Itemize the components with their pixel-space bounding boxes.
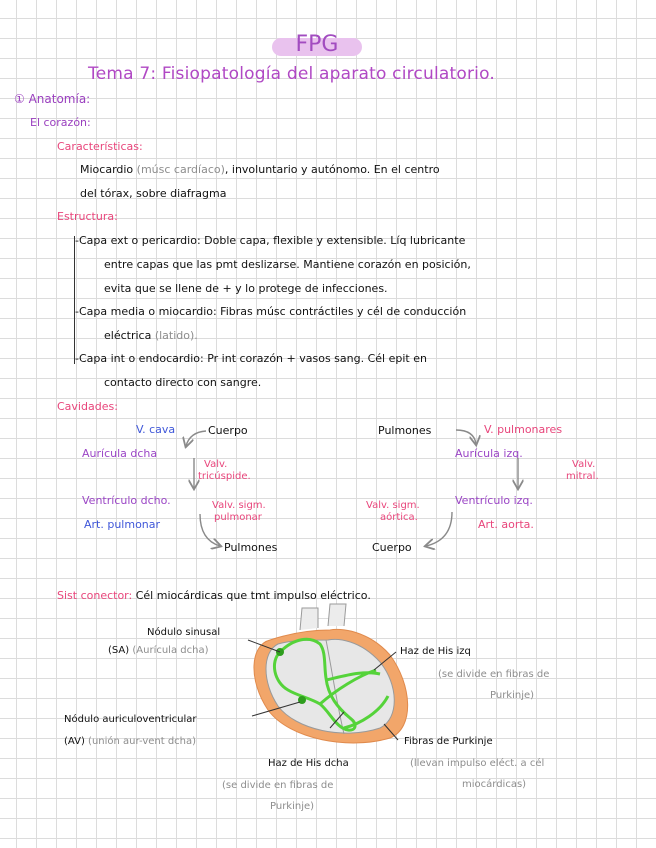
right-vpulm: V. pulmonares xyxy=(484,423,563,436)
left-auricula: Aurícula dcha xyxy=(82,447,158,460)
text-musc-cardiaco: (músc cardíaco) xyxy=(136,163,225,176)
title-badge-text: FPG xyxy=(295,32,339,57)
section-title: Anatomía: xyxy=(28,92,91,106)
right-art: Art. aorta. xyxy=(478,518,534,531)
purkinje-name: Fibras de Purkinje xyxy=(404,736,493,747)
arrow-ventriculo-to-pulmones xyxy=(200,514,220,546)
av-name: Nódulo auriculoventricular xyxy=(64,714,197,725)
his-izq-desc-2: Purkinje) xyxy=(490,690,535,701)
left-pulmones: Pulmones xyxy=(224,541,278,554)
right-cuerpo: Cuerpo xyxy=(372,541,412,554)
sa-desc: (Aurícula dcha) xyxy=(132,645,209,656)
right-auricula: Aurícula izq. xyxy=(455,447,523,460)
left-vcava: V. cava xyxy=(136,423,176,436)
arrow-cuerpo-to-auricula xyxy=(186,431,206,446)
leader-sa xyxy=(248,640,280,652)
estructura-line-2: entre capas que las pmt deslizarse. Mantiene corazón en posición, xyxy=(104,258,471,271)
label-caracteristicas: Características: xyxy=(57,140,143,153)
left-sigm-2: pulmonar xyxy=(214,512,262,523)
estructura-line-4: -Capa media o miocardio: Fibras músc contráctiles y cél de conducción xyxy=(75,305,467,318)
text-electrica: eléctrica xyxy=(104,329,152,342)
subheading-corazon: El corazón: xyxy=(30,116,91,129)
leader-his-izq xyxy=(374,652,396,670)
right-valv-2: mitral. xyxy=(566,471,599,482)
right-pulmones: Pulmones xyxy=(378,424,432,437)
right-sigm-2: aórtica. xyxy=(380,512,418,523)
sa-label xyxy=(108,645,208,656)
page-title: Tema 7: Fisiopatología del aparato circulatorio. xyxy=(88,64,495,84)
his-dcha-name: Haz de His dcha xyxy=(268,758,349,769)
left-sigm-1: Valv. sigm. xyxy=(212,500,266,511)
right-valv-1: Valv. xyxy=(572,459,596,470)
leader-his-dcha xyxy=(330,712,344,728)
section-number: ① xyxy=(14,92,25,106)
his-izq-desc-1: (se divide en fibras de xyxy=(438,669,550,680)
estructura-line-7: contacto directo con sangre. xyxy=(104,376,262,389)
av-abbr: (AV) xyxy=(64,736,85,747)
left-ventriculo: Ventrículo dcho. xyxy=(82,494,171,507)
label-cavidades: Cavidades: xyxy=(57,400,118,413)
his-izq-name: Haz de His izq xyxy=(400,646,471,657)
arrow-ventriculo-to-cuerpo xyxy=(426,512,452,546)
text-miocardio: Miocardio xyxy=(80,163,134,176)
estructura-line-1: -Capa ext o pericardio: Doble capa, flexible y extensible. Líq lubricante xyxy=(75,234,466,247)
left-cuerpo: Cuerpo xyxy=(208,424,248,437)
text-latido: (latido). xyxy=(154,329,198,342)
arrow-pulmones-to-auricula-izq xyxy=(456,430,476,444)
caracteristicas-line-2: del tórax, sobre diafragma xyxy=(80,187,227,200)
purkinje-desc-2: miocárdicas) xyxy=(462,779,527,790)
left-valv-1: Valv. xyxy=(204,459,228,470)
av-desc: (unión aur-vent dcha) xyxy=(88,736,197,747)
his-dcha-desc-1: (se divide en fibras de xyxy=(222,780,334,791)
sa-name: Nódulo sinusal xyxy=(147,627,221,638)
label-sist-conector: Sist conector: xyxy=(57,589,133,602)
right-ventriculo: Ventrículo izq. xyxy=(455,494,533,507)
purkinje-desc-1: (llevan impulso eléct. a cél xyxy=(410,758,545,769)
estructura-line-3: evita que se llene de + y lo protege de infecciones. xyxy=(104,282,388,295)
leader-av xyxy=(252,702,300,716)
left-valv-2: tricúspide. xyxy=(198,471,251,482)
leader-purkinje xyxy=(384,724,398,740)
label-estructura: Estructura: xyxy=(57,210,118,223)
left-art: Art. pulmonar xyxy=(84,518,161,531)
text-involuntario: , involuntario y autónomo. En el centro xyxy=(224,163,440,176)
conector-text: Cél miocárdicas que tmt impulso eléctrico. xyxy=(135,589,371,602)
av-label xyxy=(64,736,196,747)
right-sigm-1: Valv. sigm. xyxy=(366,500,420,511)
sa-abbr: (SA) xyxy=(108,645,130,656)
estructura-line-6: -Capa int o endocardio: Pr int corazón + vasos sang. Cél epit en xyxy=(75,352,427,365)
his-dcha-desc-2: Purkinje) xyxy=(270,801,315,812)
